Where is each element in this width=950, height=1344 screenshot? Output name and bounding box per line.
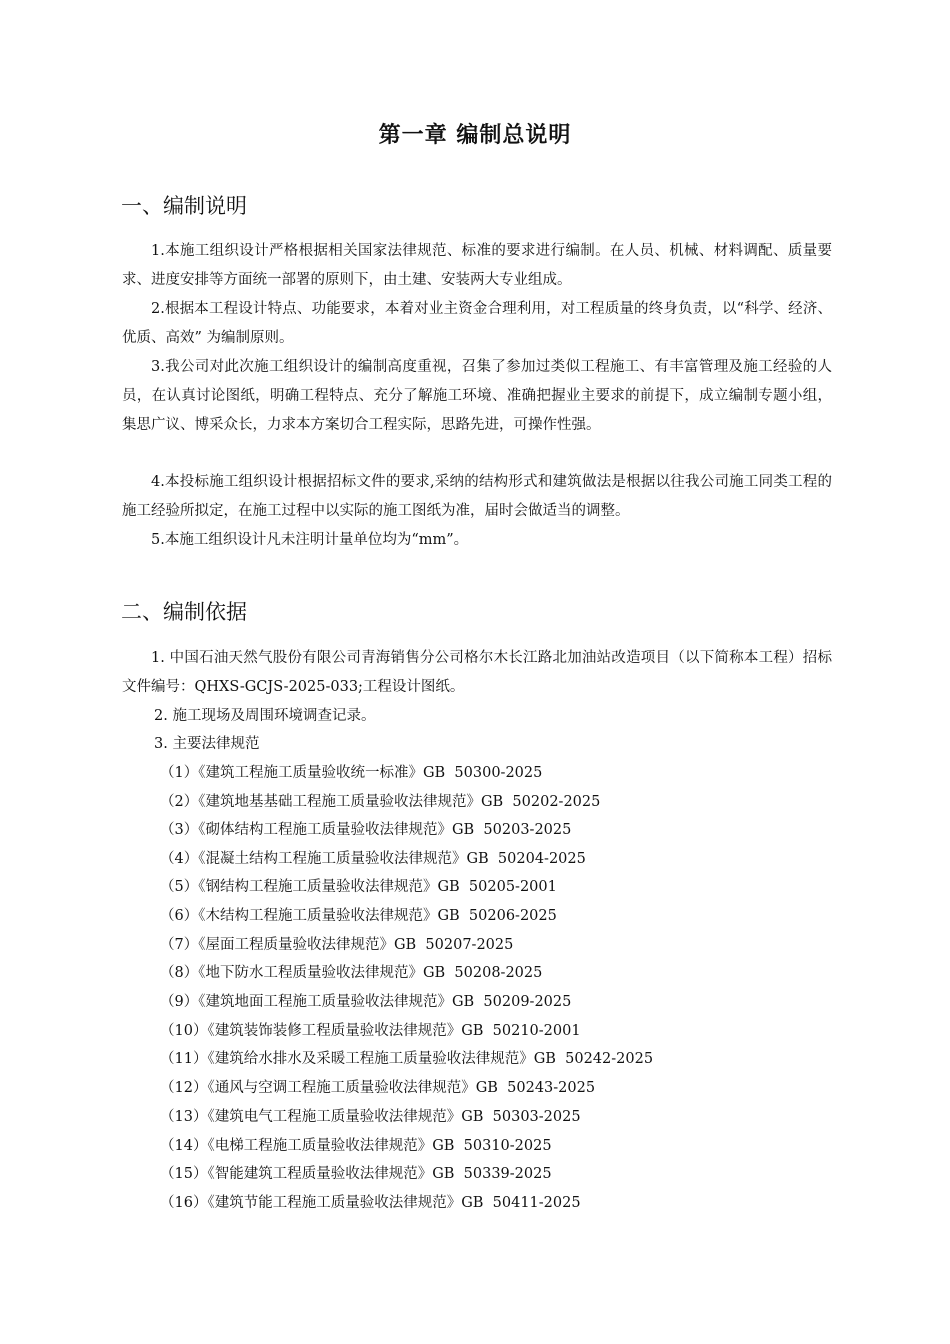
section-heading-1: 一、编制说明 [121,194,247,218]
basis-item-2: 2. 施工现场及周围环境调查记录。 [154,708,376,724]
paragraph-2: 2.根据本工程设计特点、功能要求，本着对业主资金合理利用，对工程质量的终身负责，以“科学、经济、优质、高效” 为编制原则。 [122,301,832,346]
standard-item-13: （13）《建筑电气工程施工质量验收法律规范》GB 50303-2025 [160,1109,581,1125]
standard-item-6: （6）《木结构工程施工质量验收法律规范》GB 50206-2025 [160,908,557,924]
standard-item-12: （12）《通风与空调工程施工质量验收法律规范》GB 50243-2025 [160,1080,596,1096]
standard-item-9: （9）《建筑地面工程施工质量验收法律规范》GB 50209-2025 [160,994,572,1010]
paragraph-4: 4.本投标施工组织设计根据招标文件的要求,采纳的结构形式和建筑做法是根据以往我公司施工同类工程的施工经验所拟定，在施工过程中以实际的施工图纸为准，届时会做适当的调整。 [122,474,832,519]
standard-item-1: （1）《建筑工程施工质量验收统一标准》GB 50300-2025 [160,765,543,781]
chapter-title: 第一章 编制总说明 [378,123,572,148]
section-heading-2: 二、编制依据 [121,600,247,624]
standard-item-8: （8）《地下防水工程质量验收法律规范》GB 50208-2025 [160,965,543,981]
paragraph-1: 1.本施工组织设计严格根据相关国家法律规范、标准的要求进行编制。在人员、机械、材料调配、质量要求、进度安排等方面统一部署的原则下，由土建、安装两大专业组成。 [122,243,832,288]
standard-item-5: （5）《钢结构工程施工质量验收法律规范》GB 50205-2001 [160,879,557,895]
paragraph-5: 5.本施工组织设计凡未注明计量单位均为“mm”。 [151,532,469,548]
standard-item-16: （16）《建筑节能工程施工质量验收法律规范》GB 50411-2025 [160,1195,581,1211]
standard-item-3: （3）《砌体结构工程施工质量验收法律规范》GB 50203-2025 [160,822,572,838]
standard-item-11: （11）《建筑给水排水及采暖工程施工质量验收法律规范》GB 50242-2025 [160,1051,654,1067]
paragraph-3: 3.我公司对此次施工组织设计的编制高度重视，召集了参加过类似工程施工、有丰富管理及施工经验的人员，在认真讨论图纸，明确工程特点、充分了解施工环境、准确把握业主要求的前提下，成立编制专题小组，集思广议、博采众长，力求本方案切合工程实际，思路先进，可操作性强。 [122,359,832,433]
standard-item-15: （15）《智能建筑工程质量验收法律规范》GB 50339-2025 [160,1166,552,1182]
basis-item-3: 3. 主要法律规范 [154,736,260,752]
standard-item-7: （7）《屋面工程质量验收法律规范》GB 50207-2025 [160,937,514,953]
standard-item-10: （10）《建筑装饰装修工程质量验收法律规范》GB 50210-2001 [160,1023,581,1039]
basis-item-1: 1. 中国石油天然气股份有限公司青海销售分公司格尔木长江路北加油站改造项目（以下简称本工程）招标文件编号：QHXS-GCJS-2025-033;工程设计图纸。 [122,650,832,695]
standard-item-14: （14）《电梯工程施工质量验收法律规范》GB 50310-2025 [160,1138,552,1154]
standard-item-4: （4）《混凝土结构工程施工质量验收法律规范》GB 50204-2025 [160,851,586,867]
standard-item-2: （2）《建筑地基基础工程施工质量验收法律规范》GB 50202-2025 [160,794,601,810]
